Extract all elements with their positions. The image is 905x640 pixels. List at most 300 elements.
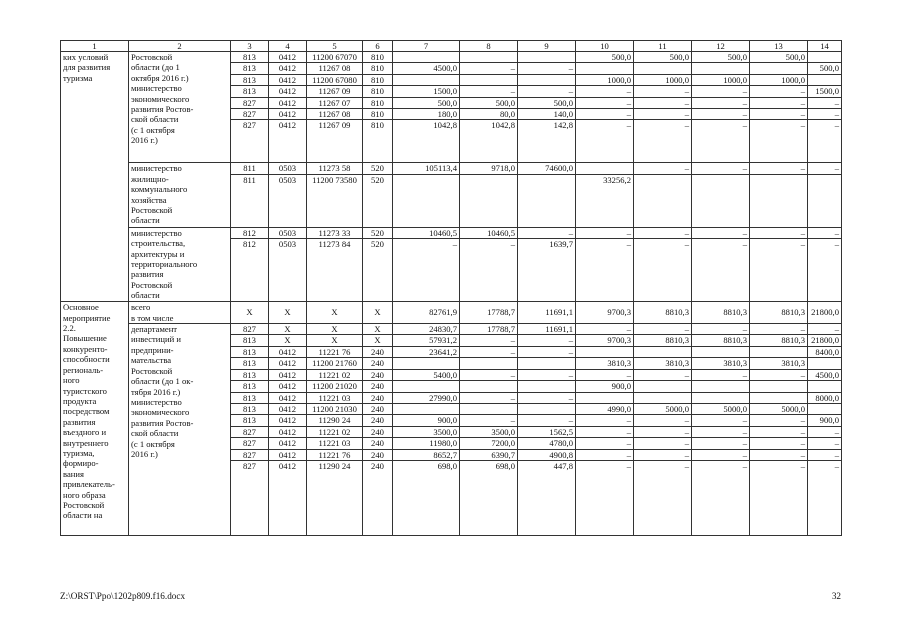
table-cell: – bbox=[393, 239, 460, 302]
table-cell: – bbox=[634, 109, 692, 120]
table-cell: 0503 bbox=[269, 174, 307, 227]
table-cell: – bbox=[808, 97, 842, 108]
table-cell: 11267 07 bbox=[307, 97, 363, 108]
table-cell: 0412 bbox=[269, 86, 307, 97]
table-cell: 0412 bbox=[269, 74, 307, 85]
table-cell: – bbox=[576, 97, 634, 108]
table-cell: 0412 bbox=[269, 392, 307, 403]
table-cell: 3500,0 bbox=[393, 426, 460, 437]
table-cell: 11221 02 bbox=[307, 369, 363, 380]
table-cell: 5000,0 bbox=[750, 403, 808, 414]
column-header: 11 bbox=[634, 41, 692, 52]
table-cell: – bbox=[460, 63, 518, 74]
table-cell: 240 bbox=[363, 358, 393, 369]
table-cell: 11691,1 bbox=[518, 324, 576, 335]
table-cell: 6390,7 bbox=[460, 449, 518, 460]
table-cell: X bbox=[307, 302, 363, 324]
table-cell bbox=[393, 52, 460, 63]
table-cell: 8652,7 bbox=[393, 449, 460, 460]
table-cell: – bbox=[692, 438, 750, 449]
table-cell: 11221 02 bbox=[307, 426, 363, 437]
table-cell: – bbox=[576, 239, 634, 302]
table-cell: 813 bbox=[231, 381, 269, 392]
table-cell: 0503 bbox=[269, 227, 307, 238]
table-cell: 3810,3 bbox=[576, 358, 634, 369]
table-row bbox=[61, 163, 842, 174]
table-cell: – bbox=[750, 120, 808, 163]
table-cell: X bbox=[307, 324, 363, 335]
table-cell: – bbox=[576, 324, 634, 335]
table-cell: – bbox=[518, 335, 576, 346]
table-cell: 0412 bbox=[269, 109, 307, 120]
table-cell: 11267 09 bbox=[307, 120, 363, 163]
table-cell: 813 bbox=[231, 63, 269, 74]
table-cell: – bbox=[576, 369, 634, 380]
table-cell: 240 bbox=[363, 460, 393, 535]
table-cell: 180,0 bbox=[393, 109, 460, 120]
table-cell: – bbox=[750, 109, 808, 120]
table-cell: X bbox=[269, 335, 307, 346]
table-cell: 0503 bbox=[269, 239, 307, 302]
measure-name-cell: ких условий для развития туризма bbox=[61, 52, 129, 302]
table-cell bbox=[750, 63, 808, 74]
table-cell bbox=[692, 174, 750, 227]
table-cell: – bbox=[460, 335, 518, 346]
table-cell: 1042,8 bbox=[393, 120, 460, 163]
table-cell: 21800,0 bbox=[808, 335, 842, 346]
table-cell: 11200 21760 bbox=[307, 358, 363, 369]
table-cell: 500,0 bbox=[808, 63, 842, 74]
table-cell: – bbox=[634, 460, 692, 535]
table-cell bbox=[460, 74, 518, 85]
table-cell: 5400,0 bbox=[393, 369, 460, 380]
table-cell: 11221 76 bbox=[307, 449, 363, 460]
table-cell: 500,0 bbox=[393, 97, 460, 108]
column-header: 4 bbox=[269, 41, 307, 52]
table-cell: 11267 08 bbox=[307, 109, 363, 120]
table-cell: 0412 bbox=[269, 52, 307, 63]
table-cell: 240 bbox=[363, 369, 393, 380]
table-cell: – bbox=[692, 227, 750, 238]
table-cell: 4500,0 bbox=[808, 369, 842, 380]
table-cell: – bbox=[692, 449, 750, 460]
executor-cell: департамент инвестиций и предприни- мательства Ростовской области (до 1 ок- тября 2016 г.) министерство экономического развития Ростов- ской области (с 1 октября 2016 г.) bbox=[129, 324, 231, 536]
table-cell bbox=[692, 392, 750, 403]
table-cell: 8400,0 bbox=[808, 346, 842, 357]
table-cell: – bbox=[750, 324, 808, 335]
table-cell: – bbox=[808, 460, 842, 535]
table-cell: 9700,3 bbox=[576, 302, 634, 324]
table-cell: 11221 76 bbox=[307, 346, 363, 357]
table-cell bbox=[460, 52, 518, 63]
document-page bbox=[60, 40, 841, 601]
table-cell: – bbox=[808, 109, 842, 120]
table-cell: 1562,5 bbox=[518, 426, 576, 437]
table-cell: – bbox=[692, 426, 750, 437]
column-header: 8 bbox=[460, 41, 518, 52]
table-cell: 1000,0 bbox=[750, 74, 808, 85]
table-cell: – bbox=[692, 460, 750, 535]
table-cell: 500,0 bbox=[518, 97, 576, 108]
table-cell: – bbox=[692, 109, 750, 120]
column-header: 7 bbox=[393, 41, 460, 52]
table-cell bbox=[808, 358, 842, 369]
table-cell bbox=[460, 381, 518, 392]
table-cell: 813 bbox=[231, 358, 269, 369]
table-cell bbox=[518, 403, 576, 414]
table-cell: – bbox=[750, 426, 808, 437]
table-cell: – bbox=[634, 86, 692, 97]
table-cell: 500,0 bbox=[576, 52, 634, 63]
table-cell: 813 bbox=[231, 392, 269, 403]
table-cell: 8810,3 bbox=[692, 335, 750, 346]
table-cell: 812 bbox=[231, 239, 269, 302]
table-cell: 0412 bbox=[269, 97, 307, 108]
column-header: 12 bbox=[692, 41, 750, 52]
table-cell: – bbox=[518, 392, 576, 403]
table-cell: – bbox=[692, 369, 750, 380]
table-cell bbox=[634, 174, 692, 227]
table-cell: 105113,4 bbox=[393, 163, 460, 174]
table-cell: 811 bbox=[231, 174, 269, 227]
table-cell: 0412 bbox=[269, 358, 307, 369]
table-cell: – bbox=[576, 449, 634, 460]
table-cell: – bbox=[750, 227, 808, 238]
file-path: Z:\ORST\Ppo\1202p809.f16.docx bbox=[60, 591, 186, 601]
table-cell: 4900,8 bbox=[518, 449, 576, 460]
column-header: 13 bbox=[750, 41, 808, 52]
table-cell: – bbox=[634, 163, 692, 174]
table-cell: 80,0 bbox=[460, 109, 518, 120]
table-cell: 810 bbox=[363, 120, 393, 163]
table-cell: 827 bbox=[231, 109, 269, 120]
table-cell bbox=[808, 403, 842, 414]
table-cell: 1500,0 bbox=[808, 86, 842, 97]
executor-cell: министерство жилищно- коммунального хозяйства Ростовской области bbox=[129, 163, 231, 227]
header-row bbox=[61, 41, 842, 52]
table-cell: 810 bbox=[363, 86, 393, 97]
table-cell: – bbox=[750, 460, 808, 535]
table-cell: – bbox=[634, 369, 692, 380]
table-cell: 520 bbox=[363, 227, 393, 238]
table-cell: 0412 bbox=[269, 381, 307, 392]
table-cell: 3810,3 bbox=[692, 358, 750, 369]
table-cell: 520 bbox=[363, 163, 393, 174]
table-cell: 500,0 bbox=[634, 52, 692, 63]
table-cell bbox=[576, 63, 634, 74]
table-cell: 500,0 bbox=[750, 52, 808, 63]
table-cell: 0412 bbox=[269, 120, 307, 163]
table-cell: 10460,5 bbox=[393, 227, 460, 238]
table-cell: – bbox=[460, 239, 518, 302]
table-cell: – bbox=[634, 415, 692, 426]
table-cell: 900,0 bbox=[576, 381, 634, 392]
table-cell: – bbox=[750, 163, 808, 174]
table-cell: 11290 24 bbox=[307, 460, 363, 535]
table-cell: 900,0 bbox=[393, 415, 460, 426]
total-label-cell: всего в том числе bbox=[129, 302, 231, 324]
table-cell: 5000,0 bbox=[634, 403, 692, 414]
table-cell: – bbox=[576, 438, 634, 449]
table-cell: 10460,5 bbox=[460, 227, 518, 238]
table-cell: 11221 03 bbox=[307, 438, 363, 449]
table-cell: – bbox=[750, 415, 808, 426]
table-cell: – bbox=[808, 120, 842, 163]
table-cell: 8810,3 bbox=[692, 302, 750, 324]
table-cell: 0412 bbox=[269, 415, 307, 426]
table-cell: 3810,3 bbox=[634, 358, 692, 369]
table-cell: 240 bbox=[363, 449, 393, 460]
table-cell: 240 bbox=[363, 403, 393, 414]
table-cell bbox=[460, 403, 518, 414]
table-cell: 1000,0 bbox=[576, 74, 634, 85]
table-cell bbox=[460, 358, 518, 369]
table-cell bbox=[393, 358, 460, 369]
table-cell bbox=[634, 346, 692, 357]
table-cell: – bbox=[576, 86, 634, 97]
table-cell: 810 bbox=[363, 74, 393, 85]
table-cell: 900,0 bbox=[808, 415, 842, 426]
table-cell: – bbox=[634, 120, 692, 163]
table-row bbox=[61, 324, 842, 335]
table-cell: – bbox=[634, 438, 692, 449]
table-cell bbox=[518, 174, 576, 227]
executor-cell: министерство строительства, архитектуры и территориального развития Ростовской области bbox=[129, 227, 231, 301]
table-cell bbox=[460, 174, 518, 227]
table-cell: 0412 bbox=[269, 63, 307, 74]
table-cell: 813 bbox=[231, 52, 269, 63]
table-cell: 240 bbox=[363, 346, 393, 357]
table-cell: 7200,0 bbox=[460, 438, 518, 449]
table-cell: 0412 bbox=[269, 449, 307, 460]
table-cell: 500,0 bbox=[692, 52, 750, 63]
table-cell: 57931,2 bbox=[393, 335, 460, 346]
table-cell: 11200 73580 bbox=[307, 174, 363, 227]
table-cell: 698,0 bbox=[460, 460, 518, 535]
table-cell: 17788,7 bbox=[460, 302, 518, 324]
table-cell: 812 bbox=[231, 227, 269, 238]
table-cell: X bbox=[363, 324, 393, 335]
table-cell: 0503 bbox=[269, 163, 307, 174]
table-cell: X bbox=[363, 335, 393, 346]
table-cell: – bbox=[634, 97, 692, 108]
table-row bbox=[61, 227, 842, 238]
table-cell: 11273 33 bbox=[307, 227, 363, 238]
table-cell: 813 bbox=[231, 346, 269, 357]
executor-cell: Ростовской области (до 1 октября 2016 г.) министерство экономического развития Ростов- ской области (с 1 октября 2016 г.) bbox=[129, 52, 231, 163]
table-cell: – bbox=[808, 426, 842, 437]
table-cell: X bbox=[269, 324, 307, 335]
table-cell: – bbox=[692, 324, 750, 335]
table-cell: 9700,3 bbox=[576, 335, 634, 346]
table-cell: 0412 bbox=[269, 460, 307, 535]
table-cell: 11290 24 bbox=[307, 415, 363, 426]
table-cell: – bbox=[460, 346, 518, 357]
table-cell: – bbox=[750, 369, 808, 380]
table-cell: 11267 08 bbox=[307, 63, 363, 74]
column-header: 2 bbox=[129, 41, 231, 52]
table-cell: 0412 bbox=[269, 369, 307, 380]
table-cell: 33256,2 bbox=[576, 174, 634, 227]
table-cell: – bbox=[576, 460, 634, 535]
table-cell bbox=[518, 381, 576, 392]
table-cell: – bbox=[518, 346, 576, 357]
table-cell bbox=[393, 381, 460, 392]
table-cell: – bbox=[692, 415, 750, 426]
table-cell: 4500,0 bbox=[393, 63, 460, 74]
table-cell bbox=[518, 358, 576, 369]
table-cell bbox=[518, 74, 576, 85]
table-cell: 811 bbox=[231, 163, 269, 174]
table-cell: 810 bbox=[363, 109, 393, 120]
table-cell: 1042,8 bbox=[460, 120, 518, 163]
table-cell bbox=[808, 74, 842, 85]
table-cell: 11221 03 bbox=[307, 392, 363, 403]
table-cell bbox=[393, 174, 460, 227]
table-cell: 240 bbox=[363, 381, 393, 392]
table-cell: 240 bbox=[363, 438, 393, 449]
table-cell: 4990,0 bbox=[576, 403, 634, 414]
table-cell: X bbox=[363, 302, 393, 324]
table-cell: – bbox=[808, 324, 842, 335]
table-cell: – bbox=[460, 369, 518, 380]
table-cell: 240 bbox=[363, 392, 393, 403]
table-cell: 8810,3 bbox=[750, 335, 808, 346]
table-cell: – bbox=[750, 449, 808, 460]
table-cell: 3810,3 bbox=[750, 358, 808, 369]
table-body bbox=[61, 41, 842, 536]
table-cell: 74600,0 bbox=[518, 163, 576, 174]
table-cell: – bbox=[692, 163, 750, 174]
table-cell: 82761,9 bbox=[393, 302, 460, 324]
table-cell: X bbox=[307, 335, 363, 346]
table-cell: 1500,0 bbox=[393, 86, 460, 97]
table-cell: 1000,0 bbox=[692, 74, 750, 85]
table-cell: 11267 09 bbox=[307, 86, 363, 97]
table-cell: – bbox=[576, 120, 634, 163]
table-cell: – bbox=[750, 438, 808, 449]
table-cell: 5000,0 bbox=[692, 403, 750, 414]
table-row bbox=[61, 52, 842, 63]
column-header: 5 bbox=[307, 41, 363, 52]
table-cell: 447,8 bbox=[518, 460, 576, 535]
table-cell: 813 bbox=[231, 403, 269, 414]
table-cell: – bbox=[808, 227, 842, 238]
table-cell bbox=[634, 381, 692, 392]
table-cell: – bbox=[576, 415, 634, 426]
table-cell bbox=[692, 346, 750, 357]
table-cell: X bbox=[269, 302, 307, 324]
page-number: 32 bbox=[831, 591, 841, 601]
table-cell: 240 bbox=[363, 415, 393, 426]
table-cell: 23641,2 bbox=[393, 346, 460, 357]
table-cell: 813 bbox=[231, 335, 269, 346]
table-cell bbox=[808, 52, 842, 63]
table-cell: 520 bbox=[363, 239, 393, 302]
table-cell bbox=[750, 381, 808, 392]
table-cell: 8810,3 bbox=[634, 335, 692, 346]
table-cell: 21800,0 bbox=[808, 302, 842, 324]
table-cell: 11273 84 bbox=[307, 239, 363, 302]
table-cell: 27990,0 bbox=[393, 392, 460, 403]
table-cell: – bbox=[518, 63, 576, 74]
table-cell: 810 bbox=[363, 52, 393, 63]
total-row bbox=[61, 302, 842, 324]
table-cell bbox=[576, 346, 634, 357]
table-cell: 1000,0 bbox=[634, 74, 692, 85]
table-cell: – bbox=[518, 86, 576, 97]
table-cell: – bbox=[634, 227, 692, 238]
table-cell bbox=[518, 52, 576, 63]
table-cell: X bbox=[231, 302, 269, 324]
table-cell: 813 bbox=[231, 86, 269, 97]
table-cell: – bbox=[808, 449, 842, 460]
table-cell: – bbox=[634, 426, 692, 437]
table-cell: – bbox=[576, 426, 634, 437]
column-header: 14 bbox=[808, 41, 842, 52]
table-cell: 827 bbox=[231, 449, 269, 460]
table-cell: – bbox=[576, 109, 634, 120]
column-header: 10 bbox=[576, 41, 634, 52]
table-cell bbox=[750, 174, 808, 227]
table-cell: 827 bbox=[231, 426, 269, 437]
table-cell: 11273 58 bbox=[307, 163, 363, 174]
table-cell: 3500,0 bbox=[460, 426, 518, 437]
table-cell: – bbox=[634, 239, 692, 302]
table-cell: – bbox=[576, 227, 634, 238]
table-cell: 813 bbox=[231, 369, 269, 380]
table-cell bbox=[634, 63, 692, 74]
table-cell: 24830,7 bbox=[393, 324, 460, 335]
table-cell: – bbox=[460, 86, 518, 97]
table-cell: 8000,0 bbox=[808, 392, 842, 403]
table-cell: 4780,0 bbox=[518, 438, 576, 449]
table-cell: 0412 bbox=[269, 438, 307, 449]
column-header: 9 bbox=[518, 41, 576, 52]
table-cell: 142,8 bbox=[518, 120, 576, 163]
table-cell: 11980,0 bbox=[393, 438, 460, 449]
table-cell: 0412 bbox=[269, 426, 307, 437]
table-cell: 1639,7 bbox=[518, 239, 576, 302]
page-footer bbox=[60, 591, 841, 601]
column-header: 3 bbox=[231, 41, 269, 52]
table-cell bbox=[393, 403, 460, 414]
budget-table bbox=[60, 40, 842, 536]
table-cell: 11200 67070 bbox=[307, 52, 363, 63]
table-cell: 810 bbox=[363, 63, 393, 74]
table-cell: – bbox=[460, 415, 518, 426]
table-cell: 140,0 bbox=[518, 109, 576, 120]
table-cell: 11200 21030 bbox=[307, 403, 363, 414]
table-cell: 827 bbox=[231, 97, 269, 108]
table-cell: 11200 67080 bbox=[307, 74, 363, 85]
table-cell: 8810,3 bbox=[634, 302, 692, 324]
table-cell: – bbox=[692, 239, 750, 302]
table-cell: 698,0 bbox=[393, 460, 460, 535]
measure-name-cell: Основное мероприятие 2.2. Повышение конкуренто- способности региональ- ного туристского продукта посредством развития въездного и внутреннего туризма, формиро- вания привлекатель- ного образа Ростовской области на bbox=[61, 302, 129, 536]
table-cell bbox=[576, 163, 634, 174]
table-cell: 0412 bbox=[269, 346, 307, 357]
table-cell: 240 bbox=[363, 426, 393, 437]
table-cell: – bbox=[750, 97, 808, 108]
table-cell: – bbox=[692, 86, 750, 97]
column-header: 6 bbox=[363, 41, 393, 52]
table-cell: 9718,0 bbox=[460, 163, 518, 174]
table-cell: 827 bbox=[231, 324, 269, 335]
table-cell: 813 bbox=[231, 415, 269, 426]
table-cell: – bbox=[634, 324, 692, 335]
table-cell: 813 bbox=[231, 74, 269, 85]
